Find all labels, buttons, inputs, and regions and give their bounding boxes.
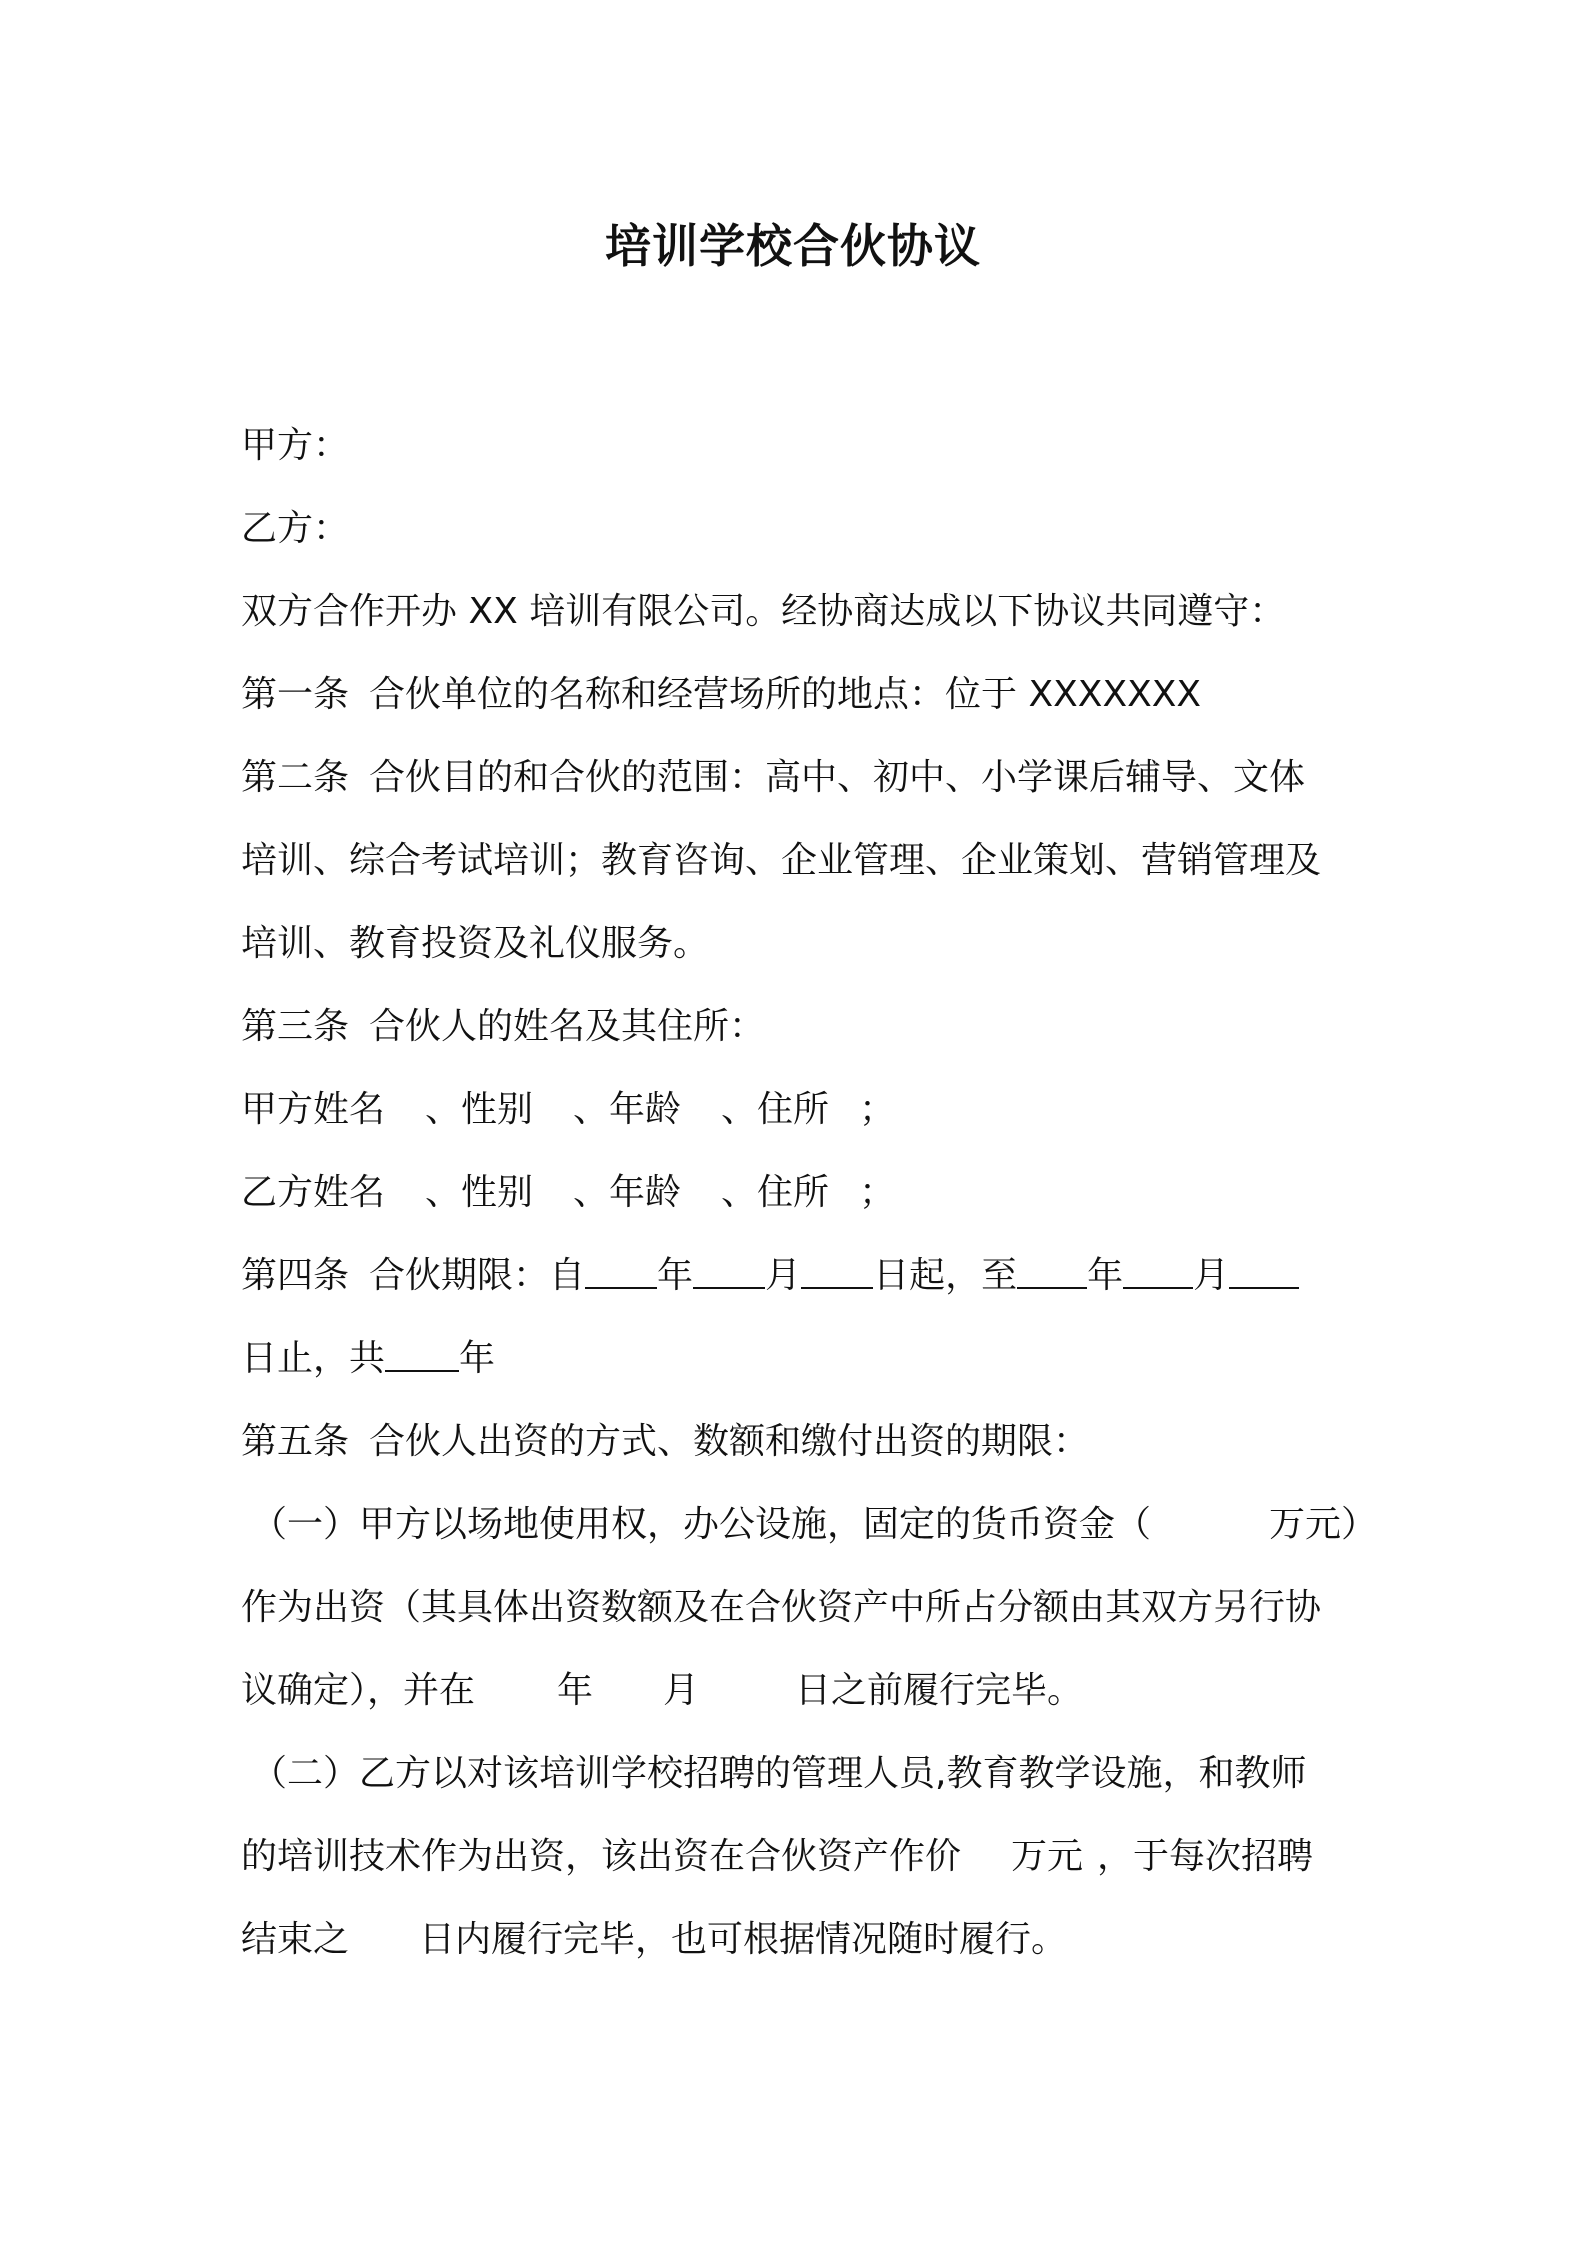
party-a-info-row — [241, 1068, 1361, 1151]
start-month-blank — [693, 1257, 765, 1289]
party-b-gender-label: 、性别 — [425, 1172, 534, 1213]
article2-text-3: 培训、教育投资及礼仪服务。 — [241, 923, 710, 964]
start-year-blank — [585, 1257, 657, 1289]
item2-text-2a: 的培训技术作为出资，该出资在合伙资产作价 — [241, 1836, 962, 1877]
article5-item2-line3 — [241, 1898, 1361, 1981]
party-b-address-label: 、住所 — [721, 1172, 830, 1213]
start-month-label: 月 — [765, 1255, 802, 1296]
article2-text-1: 合伙目的和合伙的范围：高中、初中、小学课后辅导、文体 — [369, 757, 1306, 798]
article2-heading: 第二条 — [241, 757, 350, 798]
article4-line1 — [241, 1234, 1361, 1317]
article5-line — [241, 1400, 1361, 1483]
item2-text-3b: 日内履行完毕，也可根据情况随时履行。 — [419, 1919, 1068, 1960]
article2-line3 — [241, 902, 1361, 985]
article2-text-2: 培训、综合考试培训；教育咨询、企业管理、企业策划、营销管理及 — [241, 840, 1322, 881]
document-body — [241, 404, 1378, 1981]
article5-text: 合伙人出资的方式、数额和缴付出资的期限： — [369, 1421, 1090, 1462]
party-a-row-end: ； — [859, 1089, 896, 1130]
article4-prefix: 合伙期限：自 — [369, 1255, 586, 1296]
article1-heading: 第一条 — [241, 674, 350, 715]
intro-line — [241, 570, 1361, 653]
item2-text-2b: 万元 — [1011, 1836, 1084, 1877]
intro-text: 双方合作开办 XX 培训有限公司。经协商达成以下协议共同遵守： — [241, 591, 1286, 632]
item1-text-3a: 议确定），并在 — [241, 1670, 476, 1711]
item2-text-3a: 结束之 — [241, 1919, 350, 1960]
party-b-age-label: 、年龄 — [573, 1172, 682, 1213]
article5-item2-line1 — [241, 1732, 1361, 1815]
party-a-line — [241, 404, 1361, 487]
party-b-row-end: ； — [859, 1172, 896, 1213]
party-b-name-label: 乙方姓名 — [241, 1172, 386, 1213]
article5-item1-line2 — [241, 1566, 1361, 1649]
start-day-label: 日起，至 — [873, 1255, 1018, 1296]
item2-text-2c: ，于每次招聘 — [1097, 1836, 1314, 1877]
party-a-gender-label: 、性别 — [425, 1089, 534, 1130]
party-a-name-label: 甲方姓名 — [241, 1089, 386, 1130]
end-day-label: 日止，共 — [241, 1338, 386, 1379]
party-b-label: 乙方： — [241, 508, 350, 549]
party-b-info-row — [241, 1151, 1361, 1234]
item1-text-2: 作为出资（其具体出资数额及在合伙资产中所占分额由其双方另行协 — [241, 1587, 1322, 1628]
article1-text: 合伙单位的名称和经营场所的地点：位于 XXXXXXX — [369, 674, 1202, 715]
item2-text-1: （二）乙方以对该培训学校招聘的管理人员,教育教学设施，和教师 — [251, 1753, 1307, 1794]
total-years-label: 年 — [459, 1338, 496, 1379]
article5-item1-line1 — [241, 1483, 1378, 1566]
end-day-blank — [1229, 1257, 1299, 1289]
item1-month-label: 月 — [663, 1670, 700, 1711]
article4-heading: 第四条 — [241, 1255, 350, 1296]
article5-item2-line2 — [241, 1815, 1361, 1898]
end-month-label: 月 — [1193, 1255, 1230, 1296]
party-b-line — [241, 487, 1361, 570]
end-month-blank — [1123, 1257, 1193, 1289]
article3-heading: 第三条 — [241, 1006, 350, 1047]
article4-line2 — [241, 1317, 1361, 1400]
article1-line — [241, 653, 1361, 736]
article3-text: 合伙人的姓名及其住所： — [369, 1006, 766, 1047]
party-a-address-label: 、住所 — [721, 1089, 830, 1130]
item1-text-3end: 日之前履行完毕。 — [795, 1670, 1084, 1711]
item1-text-1a: （一）甲方以场地使用权，办公设施，固定的货币资金（ — [251, 1504, 1152, 1545]
article3-line — [241, 985, 1361, 1068]
article2-line1 — [241, 736, 1361, 819]
start-year-label: 年 — [657, 1255, 694, 1296]
article5-heading: 第五条 — [241, 1421, 350, 1462]
party-a-label: 甲方： — [241, 425, 350, 466]
article2-line2 — [241, 819, 1361, 902]
total-years-blank — [385, 1340, 459, 1372]
item1-year-label: 年 — [557, 1670, 594, 1711]
start-day-blank — [801, 1257, 873, 1289]
end-year-blank — [1017, 1257, 1087, 1289]
party-a-age-label: 、年龄 — [573, 1089, 682, 1130]
article5-item1-line3 — [241, 1649, 1361, 1732]
item1-text-1b: 万元） — [1269, 1504, 1378, 1545]
document-title: 培训学校合伙协议 — [605, 219, 981, 273]
end-year-label: 年 — [1087, 1255, 1124, 1296]
